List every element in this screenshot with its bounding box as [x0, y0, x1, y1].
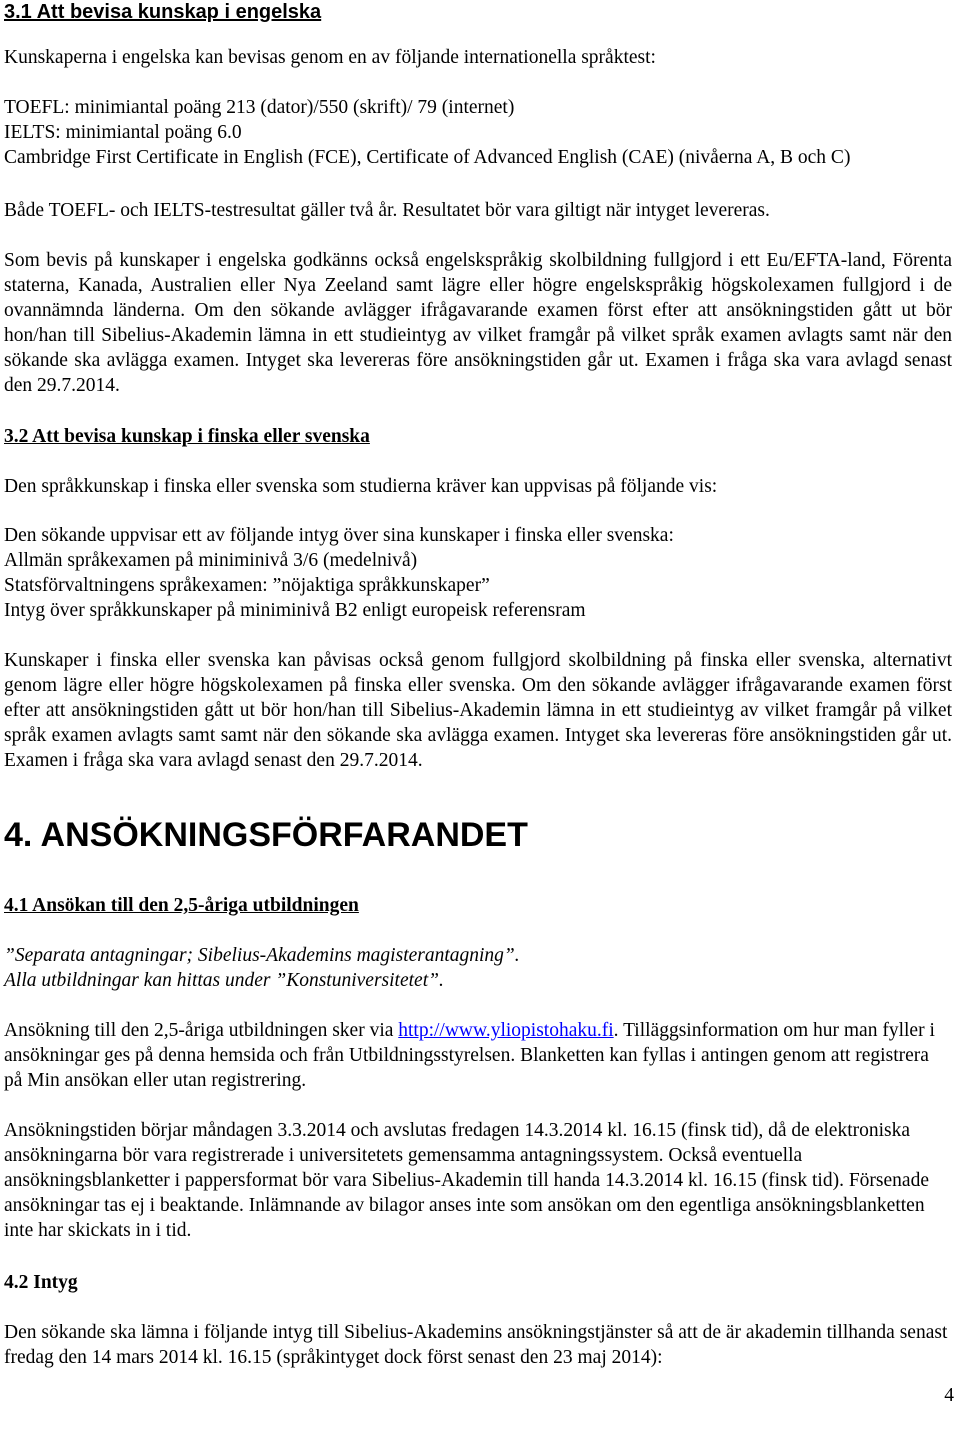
certificates-intro: Den sökande uppvisar ett av följande intyg över sina kunskaper i finska eller svenska: [4, 525, 674, 546]
admission-note: Alla utbildningar kan hittas under ”Konstuniversitetet”. [4, 970, 444, 991]
section-heading-3-2: 3.2 Att bevisa kunskap i finska eller svenska [4, 426, 370, 447]
application-paragraph [4, 1018, 952, 1093]
application-text-after: . Tilläggsinformation om hur man fyller i ansökningar ges på denna hemsida och från Utbildningsstyrelsen. Blanketten kan fyllas i antingen genom att registrera på Min ansökan eller utan registrering. [4, 1020, 935, 1091]
page-number: 4 [944, 1385, 954, 1406]
language-alternatives-paragraph: Kunskaper i finska eller svenska kan påvisas också genom fullgjord skolbildning på finska eller svenska, alternativt genom lägre eller högre högskolexamen på finska eller svenska. Om den sökande avlägger ifrågavarande examen först efter att ansökningstiden gått ut bör hon/han till Sibelius-Akademin lämna in ett studieintyg av vilket framgår på vilket språk examen avlagts samt samt när den sökande ska avlägga examen. Intyget ska levereras före ansökningstiden går ut. Examen i fråga ska vara avlagd senast den 29.7.2014. [4, 650, 952, 771]
application-portal-link[interactable]: http://www.yliopistohaku.fi [398, 1020, 614, 1041]
english-tests-list [4, 95, 952, 170]
application-period-paragraph: Ansökningstiden börjar måndagen 3.3.2014 och avslutas fredagen 14.3.2014 kl. 16.15 (finsk tid), då de elektroniska ansökningarna bör vara registrerade i universitetets gemensamma antagningssystem. Också eventuella ansökningsblanketter i pappersformat bör vara Sibelius-Akademin till handa 14.3.2014 kl. 16.15 (finsk tid). Försenade ansökningar tas ej i beaktande. Inlämnande av bilagor anses inte som ansökan om den egentliga ansökningsblanketten inte har skickats in i tid. [4, 1120, 929, 1241]
certificate-item: Intyg över språkkunskaper på miniminivå B2 enligt europeisk referensram [4, 600, 586, 621]
certificate-item: Allmän språkexamen på miniminivå 3/6 (medelnivå) [4, 550, 418, 571]
application-text-before: Ansökning till den 2,5-åriga utbildningen sker via [4, 1020, 399, 1041]
admission-notes [4, 943, 952, 993]
admission-note: ”Separata antagningar; Sibelius-Akademins magisterantagning”. [4, 945, 520, 966]
section-heading-4-2: 4.2 Intyg [4, 1272, 78, 1293]
test-requirement: IELTS: minimiantal poäng 6.0 [4, 122, 242, 143]
test-requirement: TOEFL: minimiantal poäng 213 (dator)/550 (skrift)/ 79 (internet) [4, 97, 515, 118]
language-intro: Den språkkunskap i finska eller svenska som studierna kräver kan uppvisas på följande vis: [4, 476, 718, 497]
test-validity-note: Både TOEFL- och IELTS-testresultat gäller två år. Resultatet bör vara giltigt när intyget levereras. [4, 200, 770, 221]
test-requirement: Cambridge First Certificate in English (FCE), Certificate of Advanced English (CAE) (nivåerna A, B och C) [4, 147, 851, 168]
chapter-heading-4: 4. ANSÖKNINGSFÖRFARANDET [4, 816, 528, 854]
section-heading-3-1: 3.1 Att bevisa kunskap i engelska [4, 1, 322, 23]
section-heading-4-1: 4.1 Ansökan till den 2,5-åriga utbildningen [4, 895, 359, 916]
certificates-paragraph: Den sökande ska lämna i följande intyg till Sibelius-Akademins ansökningstjänster så att de är akademin tillhanda senast fredag den 14 mars 2014 kl. 16.15 (språkintyget dock först senast den 23 maj 2014): [4, 1322, 948, 1368]
english-equivalence-paragraph: Som bevis på kunskaper i engelska godkänns också engelskspråkig skolbildning fullgjord i ett Eu/EFTA-land, Förenta staterna, Kanada, Australien eller Nya Zeeland samt lägre eller högre engelskspråkig högskolexamen fullgjord i de ovannämnda länderna. Om den sökande avlägger ifrågavarande examen först efter att ansökningstiden gått ut bör hon/han till Sibelius-Akademin lämna in ett studieintyg av vilket framgår på vilket språk examen avlagts samt när den sökande ska avlägga examen. Intyget ska levereras före ansökningstiden går ut. Examen i fråga ska vara avlagd senast den 29.7.2014. [4, 250, 952, 396]
language-certificates-list [4, 523, 952, 623]
certificate-item: Statsförvaltningens språkexamen: ”nöjaktiga språkkunskaper” [4, 575, 490, 596]
english-intro: Kunskaperna i engelska kan bevisas genom en av följande internationella språktest: [4, 47, 656, 68]
